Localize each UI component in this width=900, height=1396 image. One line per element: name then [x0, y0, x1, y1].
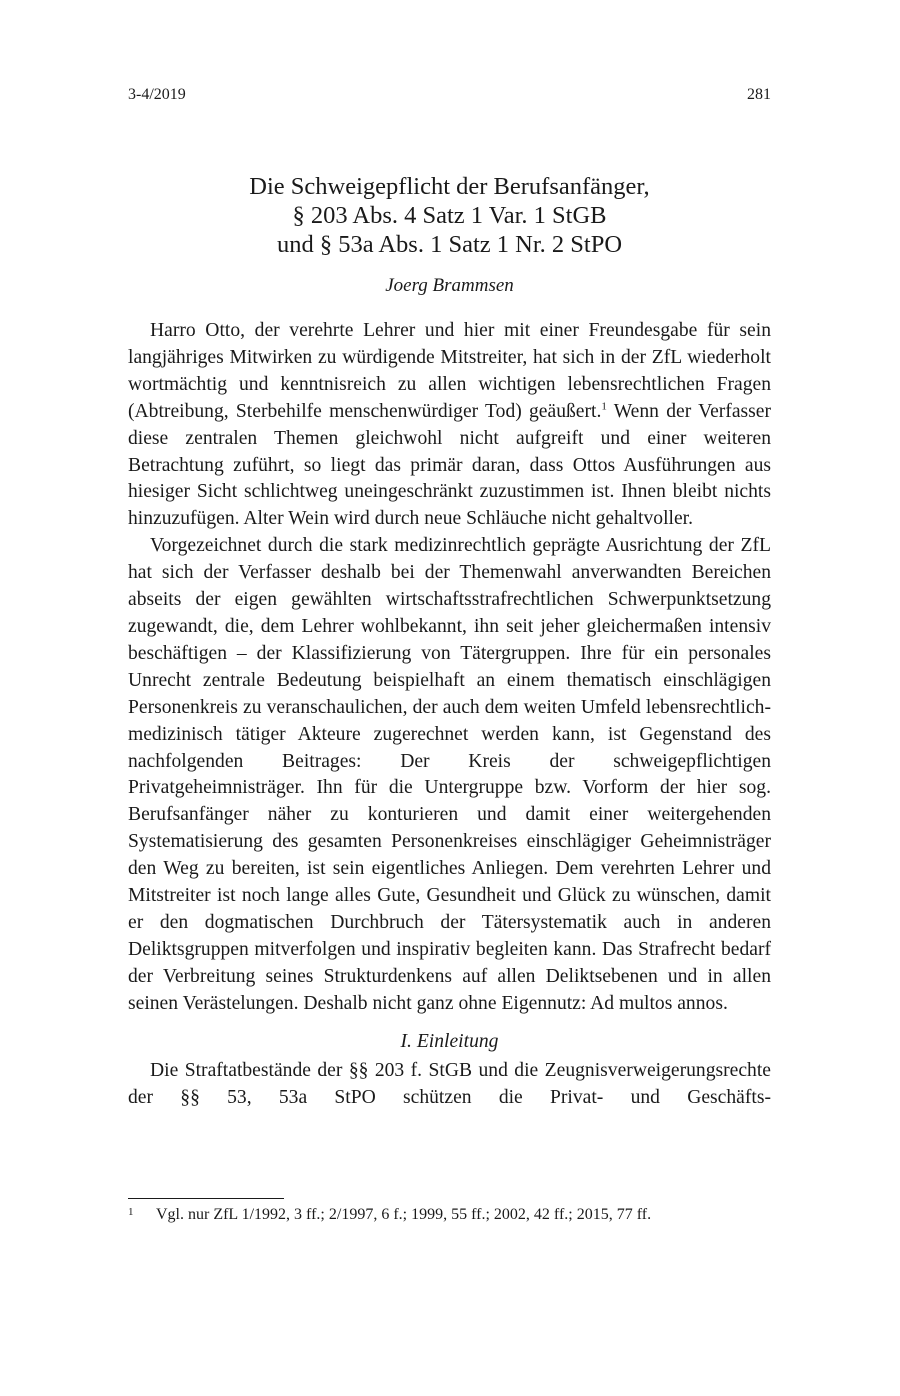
paragraph-3: Die Straftatbestände der §§ 203 f. StGB und die Zeugnisverweigerungsrechte der §§ 53, 53a StPO schützen die Privat- und Geschäfts-	[128, 1060, 771, 1109]
running-head	[128, 86, 771, 104]
issue-number: 3-4/2019	[128, 86, 186, 103]
article-title-block	[128, 172, 771, 297]
footnote	[128, 1205, 771, 1225]
article-title-line-3: und § 53a Abs. 1 Satz 1 Nr. 2 StPO	[276, 231, 623, 258]
footnote-number: 1	[128, 1206, 134, 1218]
author-name: Joerg Brammsen	[385, 275, 514, 296]
paragraph-1-text-cont: Wenn der Verfasser diese zentralen Themen gleichwohl nicht aufgreift und einer weiteren Betrachtung zuführt, so liegt das primär daran, dass Ottos Ausführungen aus hiesiger Sicht schlichtweg uneingeschränkt zuzustimmen ist. Ihnen bleibt nichts hinzuzufügen. Alter Wein wird durch neue Schläuche nicht gehaltvoller.	[128, 400, 771, 530]
page-number: 281	[747, 86, 771, 103]
footnote-reference[interactable]: 1	[601, 400, 607, 413]
paragraph-1	[128, 318, 771, 533]
section-heading: I. Einleitung	[400, 1030, 499, 1052]
footnote-divider	[128, 1198, 284, 1199]
article-title-line-2: § 203 Abs. 4 Satz 1 Var. 1 StGB	[292, 202, 607, 229]
paragraph-2: Vorgezeichnet durch die stark medizinrechtlich geprägte Ausrichtung der ZfL hat sich der Verfasser deshalb bei der Themenwahl anverwandten Bereichen abseits der eigen gewählten wirtschaftsstrafrechtlichen Schwerpunktsetzung zugewandt, die, dem Lehrer wohlbekannt, ihn seit jeher gleichermaßen intensiv beschäftigen – der Klassifizierung von Tätergruppen. Ihre für ein personales Unrecht zentrale Bedeutung beispielhaft an einem thematisch einschlägigen Personenkreis zu veranschaulichen, der auch dem weiten Umfeld lebensrechtlich-medizinisch tätiger Akteure zugerechnet werden kann, ist Gegenstand des nachfolgenden Beitrages: Der Kreis der schweigepflichtigen Privatgeheimnisträger. Ihn für die Untergruppe bzw. Vorform der hier sog. Berufsanfänger näher zu konturieren und damit einer weitergehenden Systematisierung des gesamten Personenkreises einschlägiger Geheimnisträger den Weg zu bereiten, ist sein eigentliches Anliegen. Dem verehrten Lehrer und Mitstreiter ist noch lange alles Gute, Gesundheit und Glück zu wünschen, damit er den dogmatischen Durchbruch der Tätersystematik auch in anderen Deliktsgruppen mitverfolgen und inspirativ begleiten kann. Das Strafrecht bedarf der Verbreitung seines Strukturdenkens auf allen Deliktsebenen und in allen seinen Verästelungen. Deshalb nicht ganz ohne Eigennutz: Ad multos annos.	[128, 535, 771, 1014]
article-title-line-1: Die Schweigepflicht der Berufsanfänger,	[249, 173, 650, 200]
footnote-text: Vgl. nur ZfL 1/1992, 3 ff.; 2/1997, 6 f.; 1999, 55 ff.; 2002, 42 ff.; 2015, 77 ff.	[156, 1206, 652, 1223]
paragraph-1-text: Harro Otto, der verehrte Lehrer und hier mit einer Freundesgabe für sein langjähriges Mitwirken zu würdigende Mitstreiter, hat sich in der ZfL wiederholt wortmächtig und kenntnisreich zu allen wichtigen lebensrechtlichen Fragen (Abtreibung, Sterbehilfe menschenwürdiger Tod) geäußert.	[128, 320, 771, 422]
article-body	[128, 318, 771, 1112]
